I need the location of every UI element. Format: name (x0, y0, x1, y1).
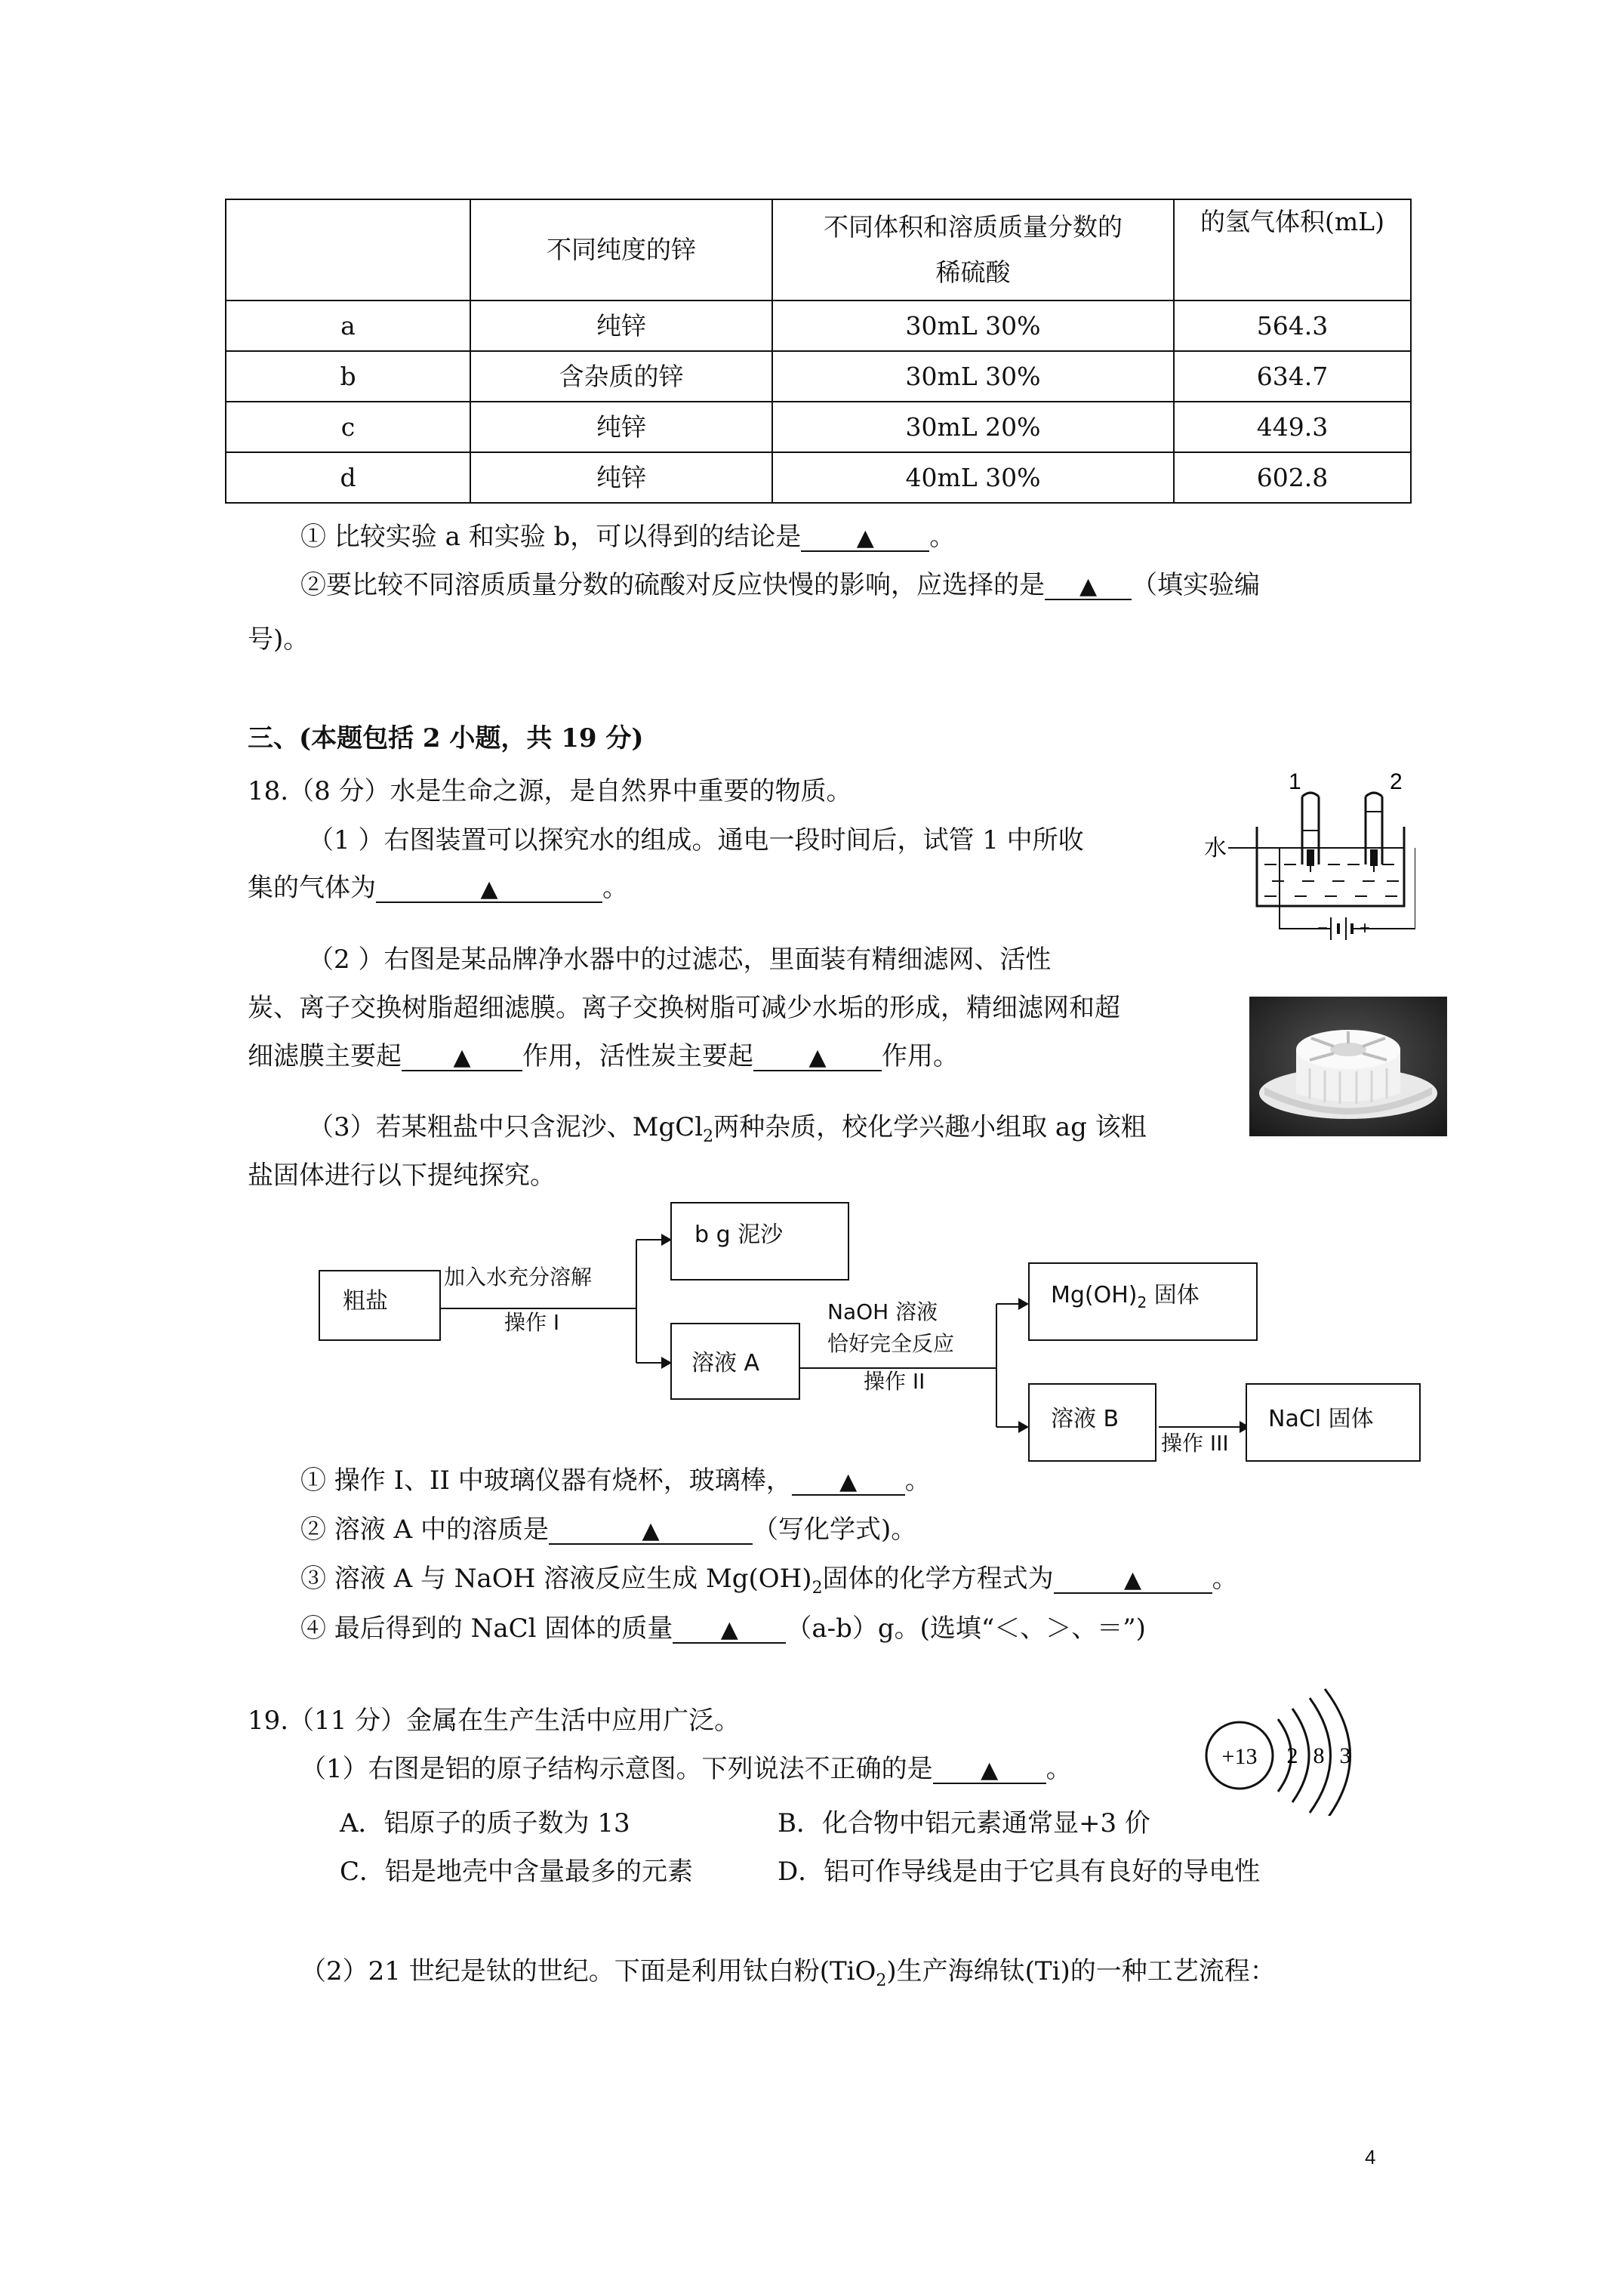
section-title: 三、(本题包括 2 小题，共 19 分) (248, 723, 644, 754)
q18-item-1: ① 操作 I、II 中玻璃仪器有烧杯，玻璃棒， ▲ 。 (300, 1465, 931, 1496)
table-row: d 纯锌 40mL 30% 602.8 (226, 452, 1411, 503)
table-row: b 含杂质的锌 30mL 30% 634.7 (226, 351, 1411, 402)
answer-blank[interactable]: ▲ (402, 1040, 522, 1071)
q18-item-2: ② 溶液 A 中的溶质是 ▲ （写化学式)。 (300, 1515, 917, 1545)
q17-statement-1: ① 比较实验 a 和实验 b，可以得到的结论是 ▲ 。 (300, 522, 956, 552)
q17-statement-2: ②要比较不同溶质质量分数的硫酸对反应快慢的影响，应选择的是 ▲ （填实验编 (300, 570, 1260, 600)
svg-text:−: − (1317, 918, 1329, 938)
q18-part1-line1: （1 ）右图装置可以探究水的组成。通电一段时间后，试管 1 中所收 (308, 825, 1084, 855)
flow-label-op2-line2: 恰好完全反应 (827, 1331, 955, 1356)
page-number: 4 (1365, 2146, 1376, 2168)
flow-label-op3: 操作 III (1161, 1431, 1229, 1456)
table-row: a 纯锌 30mL 30% 564.3 (226, 300, 1411, 351)
table-row: c 纯锌 30mL 20% 449.3 (226, 402, 1411, 452)
flow-box-nacl: NaCl 固体 (1246, 1383, 1421, 1462)
answer-blank[interactable]: ▲ (549, 1513, 753, 1545)
answer-blank[interactable]: ▲ (1045, 569, 1132, 600)
shell-3-electrons: 3 (1339, 1743, 1351, 1768)
q18-part2-line3: 细滤膜主要起 ▲ 作用，活性炭主要起 ▲ 作用。 (248, 1041, 959, 1071)
q18-part2-line2: 炭、离子交换树脂超细滤膜。离子交换树脂可减少水垢的形成，精细滤网和超 (248, 993, 1120, 1023)
flow-label-op2-line3: 操作 II (864, 1369, 925, 1394)
q19-part2: （2）21 世纪是钛的世纪。下面是利用钛白粉(TiO$_2$)生产海绵钛(Ti)的一种工艺流程： (300, 1956, 1276, 1990)
answer-blank[interactable]: ▲ (673, 1612, 786, 1644)
answer-blank[interactable]: ▲ (376, 871, 602, 903)
q19-option-a[interactable]: A．铝原子的质子数为 13 (340, 1808, 630, 1838)
flow-box-solution-a: 溶液 A (670, 1323, 800, 1400)
q19-option-c[interactable]: C．铝是地壳中含量最多的元素 (340, 1857, 694, 1887)
flow-box-sand: b g 泥沙 (670, 1202, 849, 1281)
q19-option-d[interactable]: D．铝可作导线是由于它具有良好的导电性 (778, 1857, 1261, 1887)
answer-blank[interactable]: ▲ (801, 520, 929, 552)
aluminum-atom-structure-diagram (1200, 1680, 1381, 1816)
answer-blank[interactable]: ▲ (933, 1752, 1046, 1784)
q18-item-3: ③ 溶液 A 与 NaOH 溶液反应生成 $Mg(OH)_2$固体的化学方程式为 ▲ 。 (300, 1564, 1238, 1598)
q18-item-4: ④ 最后得到的 NaCl 固体的质量 ▲ （a-b）g。(选填“＜、＞、＝”) (300, 1613, 1146, 1644)
table-header-zinc: 不同纯度的锌 (470, 199, 772, 300)
tube-1-label: 1 (1289, 769, 1301, 794)
svg-text:+: + (1360, 918, 1371, 938)
table-header-acid: 不同体积和溶质质量分数的 稀硫酸 (772, 199, 1174, 300)
shell-2-electrons: 8 (1313, 1743, 1325, 1768)
shell-1-electrons: 2 (1286, 1743, 1298, 1768)
table-header-volume: 的氢气体积(mL) (1174, 199, 1411, 300)
flow-label-op1-top: 加入水充分溶解 (444, 1265, 593, 1290)
tube-2-label: 2 (1390, 769, 1403, 794)
q18-part1-line2: 集的气体为 ▲ 。 (248, 873, 628, 903)
q19-option-b[interactable]: B．化合物中铝元素通常显+3 价 (778, 1808, 1150, 1838)
q18-part3-line1: （3）若某粗盐中只含泥沙、MgCl$_2$两种杂质，校化学兴趣小组取 ag 该粗 (308, 1112, 1147, 1146)
q18-part3-line2: 盐固体进行以下提纯探究。 (248, 1160, 556, 1191)
q17-statement-2-cont: 号)。 (248, 624, 310, 655)
flow-box-solution-b: 溶液 B (1028, 1383, 1156, 1462)
q18-part2-line1: （2 ）右图是某品牌净水器中的过滤芯，里面装有精细滤网、活性 (308, 945, 1052, 975)
q19-title: 19.（11 分）金属在生产生活中应用广泛。 (248, 1706, 741, 1736)
flow-label-op1-bottom: 操作 I (504, 1310, 560, 1335)
answer-blank[interactable]: ▲ (753, 1040, 882, 1071)
q19-part1: （1）右图是铝的原子结构示意图。下列说法不正确的是 ▲ 。 (300, 1754, 1072, 1784)
flow-box-crude-salt: 粗盐 (319, 1270, 441, 1341)
q18-title: 18.（8 分）水是生命之源，是自然界中重要的物质。 (248, 776, 852, 806)
answer-blank[interactable]: ▲ (1054, 1562, 1212, 1594)
flow-box-mgoh2: $Mg(OH)_2$ 固体 (1028, 1262, 1258, 1341)
answer-blank[interactable]: ▲ (792, 1464, 905, 1496)
flow-label-op2-line1: NaOH 溶液 (827, 1299, 938, 1324)
water-label: 水 (1204, 835, 1227, 861)
nucleus-charge: +13 (1221, 1744, 1258, 1769)
